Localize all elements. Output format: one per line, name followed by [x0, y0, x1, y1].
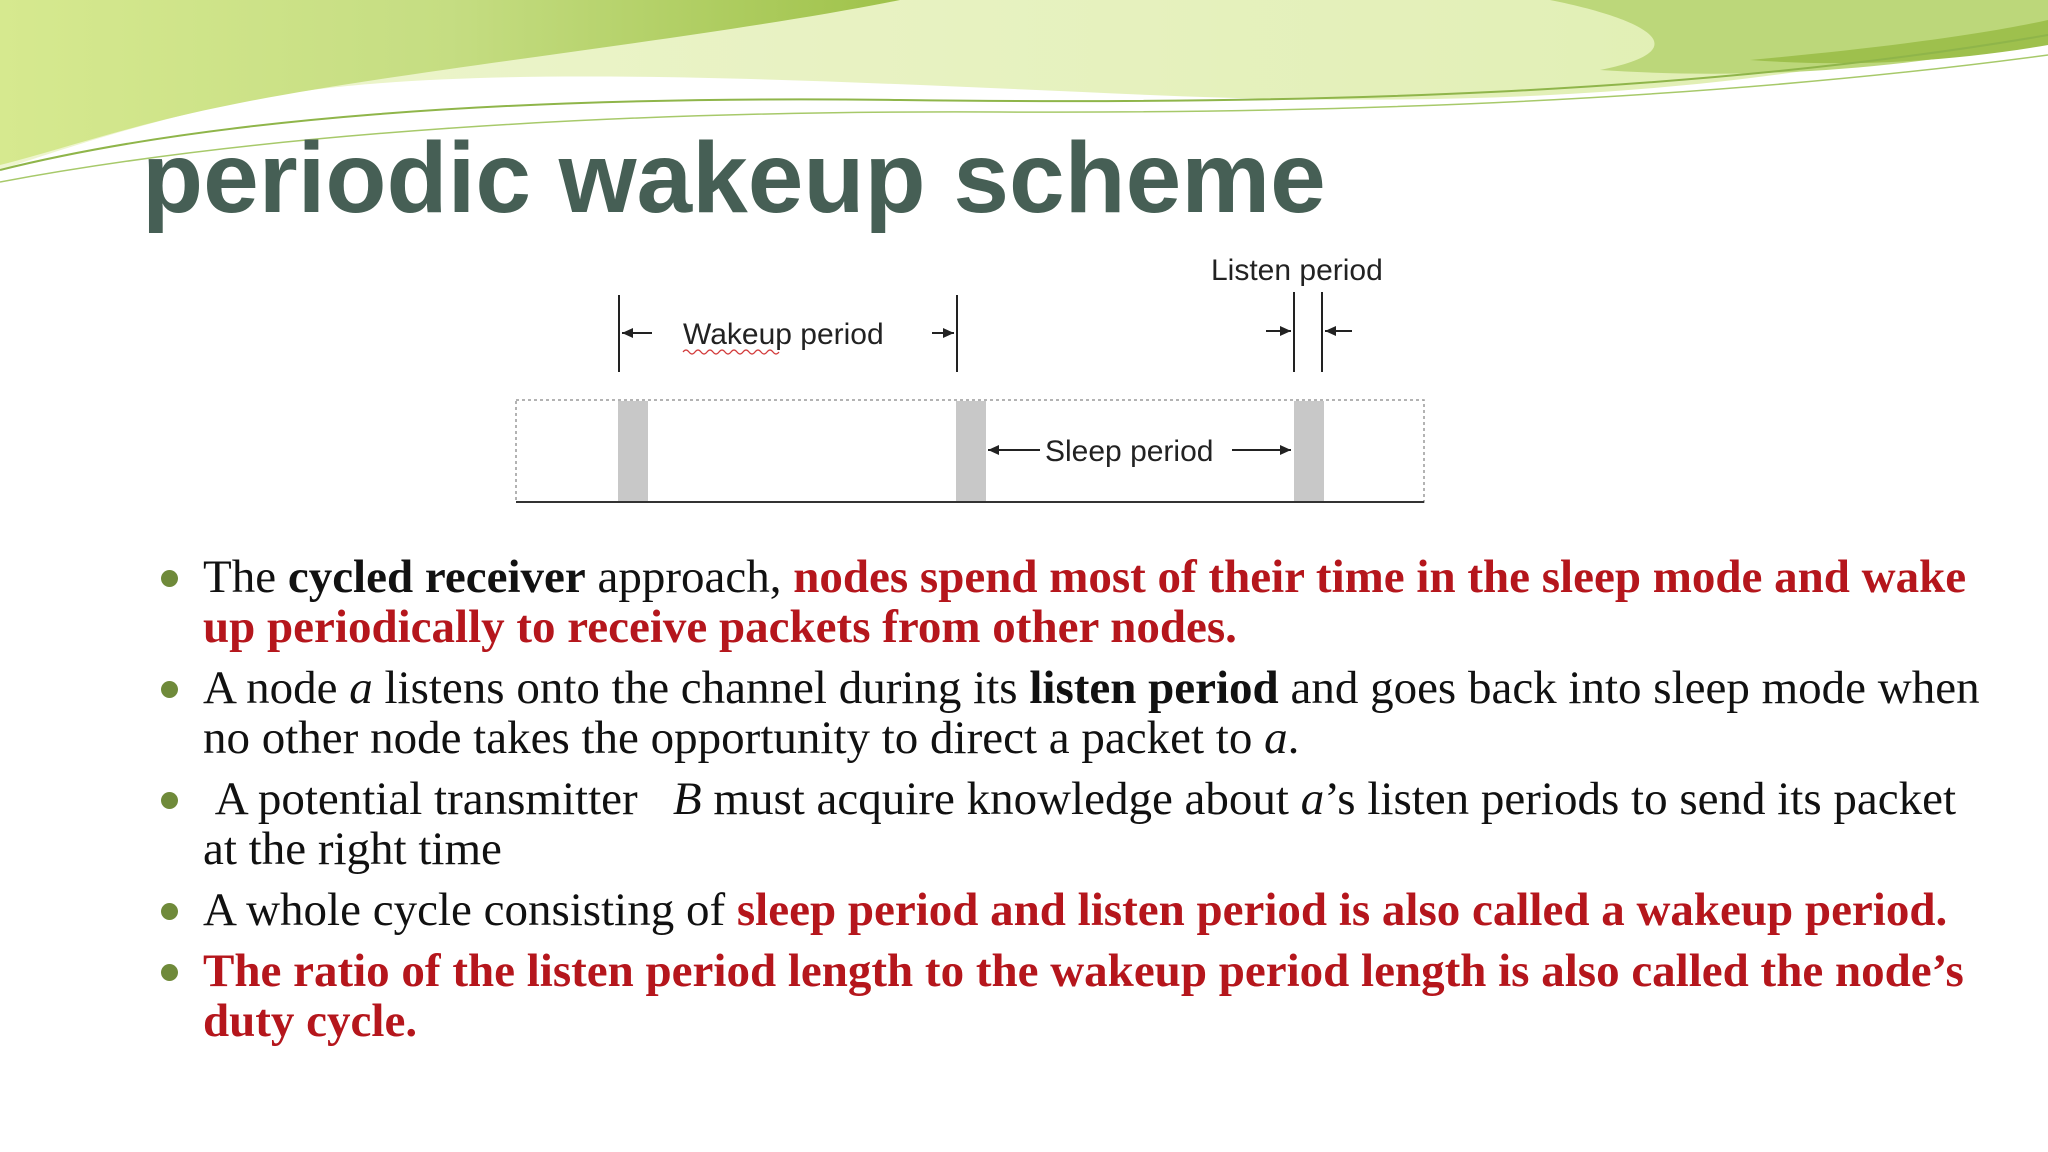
- bullet-dot-icon: [161, 570, 178, 587]
- bullet-italic-text: a: [349, 662, 373, 714]
- bullet-bold-text: cycled receiver: [287, 551, 586, 603]
- listen-slot-3: [1294, 401, 1324, 501]
- bullet-item: [155, 946, 1995, 1046]
- bullet-bold-text: listen period: [1029, 662, 1279, 714]
- bullet-italic-text: B: [672, 773, 702, 825]
- bullet-text: ’s listen periods to send its packet at the right time: [203, 773, 1957, 875]
- bullet-text: listens onto the channel during its: [372, 662, 1030, 714]
- bullet-dot-icon: [161, 792, 178, 809]
- bullet-text: A node: [203, 662, 350, 714]
- bullet-item: [155, 552, 1995, 652]
- wakeup-period-label: Wakeup period: [683, 318, 884, 351]
- bullet-item: [155, 885, 1995, 935]
- wakeup-right-arrowhead: [943, 328, 954, 338]
- bullet-text: approach,: [585, 551, 794, 603]
- bullet-item: [155, 774, 1995, 874]
- bullet-text: .: [1287, 712, 1300, 764]
- bullet-list: [155, 552, 1995, 1057]
- bullet-emphasis-text: The ratio of the listen period length to the wakeup period length is also called the node’s duty cycle.: [203, 945, 1964, 1047]
- listen-right-arrowhead: [1325, 326, 1336, 336]
- listen-slot-1: [618, 401, 648, 501]
- bullet-text: A whole cycle consisting of: [203, 884, 737, 936]
- bullet-emphasis-text: nodes spend most of their time in the sleep mode and wake up periodically to receive packets from other nodes.: [203, 551, 1967, 653]
- bullet-text: must acquire knowledge about: [701, 773, 1301, 825]
- bullet-italic-text: a: [1300, 773, 1325, 825]
- listen-left-arrowhead: [1280, 326, 1291, 336]
- listen-slot-2: [956, 401, 986, 501]
- sleep-period-label: Sleep period: [1045, 435, 1214, 468]
- bullet-emphasis-text: sleep period and listen period is also called a wakeup period.: [736, 884, 1948, 936]
- wakeup-left-arrowhead: [622, 328, 633, 338]
- bullet-dot-icon: [161, 964, 178, 981]
- wakeup-timing-diagram: [500, 240, 1460, 520]
- bullet-dot-icon: [161, 903, 178, 920]
- bullet-italic-text: a: [1264, 712, 1288, 764]
- bullet-text: A potential transmitter: [203, 773, 673, 825]
- bullet-text: The: [203, 551, 288, 603]
- bullet-text: and goes back into sleep mode when no other node takes the opportunity to direct a packet to: [203, 662, 1980, 764]
- bullet-dot-icon: [161, 681, 178, 698]
- listen-period-label: Listen period: [1211, 254, 1383, 287]
- bullet-item: [155, 663, 1995, 763]
- page-title: periodic wakeup scheme: [142, 122, 1326, 234]
